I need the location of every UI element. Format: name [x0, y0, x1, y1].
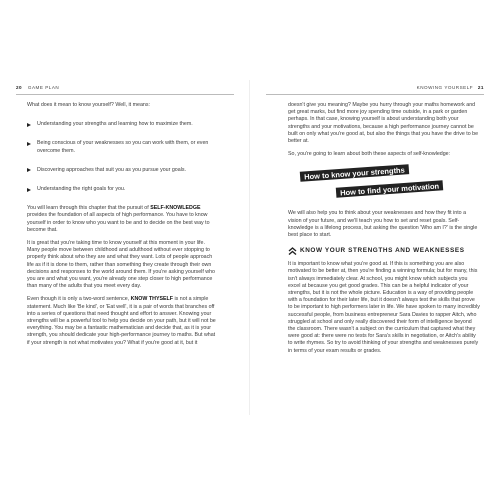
bullet-item: [27, 121, 219, 128]
bullet-text: Discovering approaches that suit you as you pursue your goals.: [37, 166, 186, 173]
paragraph: Even though it is only a two-word sentence, KNOW THYSELF is not a simple statement. Much like 'Be kind', or 'Eat well', it is a pair of words that branches off into a series of questions that need thought and effort to answer. Knowing your strengths will be a powerful tool to help you decide on your path, but it will not be everything. You may be a fantastic mathematician and decide that, as it is your strength, you should dedicate your high-performance journey to maths. But what if your strength is not what motivates you? What if you're good at it, but it: [27, 296, 216, 346]
triangle-bullet-icon: [27, 188, 31, 192]
right-running-head: KNOWING YOURSELF: [416, 85, 474, 90]
paragraph: You will learn through this chapter that the pursuit of SELF-KNOWLEDGE provides the foundation of all aspects of high performance. You have to know yourself in order to know who you want to be and to decide on the best way to become that.: [27, 205, 210, 233]
left-running-head: GAME PLAN: [27, 85, 60, 90]
paragraph: We will also help you to think about your weaknesses and how they fit into a vision of your future, and we'll teach you how to set and reset goals. Self-knowledge is a lifelong process, but asking the question 'Who am I?' is the single best place to start.: [288, 210, 478, 239]
bullet-item: [27, 186, 219, 193]
section-heading: [288, 247, 480, 255]
right-page: [250, 0, 500, 500]
banner-strengths: How to know your strengths: [300, 165, 409, 183]
left-column: [27, 102, 219, 353]
callout-banner: [288, 166, 480, 200]
right-column: [288, 102, 480, 361]
bullet-text: Being conscious of your weaknesses so you can work with them, or even overcome them.: [37, 140, 209, 154]
triangle-bullet-icon: [27, 123, 31, 127]
paragraph: It is great that you're taking time to know yourself at this moment in your life. Many people move between childhood and adulthood without ever stopping to properly think about who they are and what they want. Lots of people approach life as if it is done to them, rather than something they create through their own decisions and responses to the world around them. If you're asking yourself who you are and what you want, you're already one step closer to high performance than many of the adults that you meet every day.: [27, 240, 215, 290]
right-page-number: 21: [477, 85, 484, 90]
triangle-bullet-icon: [27, 142, 31, 146]
section-heading-text: KNOW YOUR STRENGTHS AND WEAKNESSES: [300, 247, 465, 255]
bold-term: SELF-KNOWLEDGE: [150, 205, 201, 212]
left-header-rule: [16, 94, 234, 95]
paragraph: doesn't give you meaning? Maybe you hurry through your maths homework and get great marks, but find more joy spending time outside, in a park or garden perhaps. In that case, knowing yourself is about understanding both your strengths and your motivations, because a high performance journey cannot be built on only what you're good at, but also the things that you have the drive to be better at.: [288, 102, 479, 145]
paragraph: It is important to know what you're good at. If this is something you are also motivated to be better at, then you're finding a winning formula; but for many, this isn't always immediately clear. At school, you might know which subjects you excel at because you get good grades. This can be a helpful indicator of your strengths, but it is not the whole picture. Education is a way of providing people with a foundation for their later life, but it doesn't always test the skills that prove to be important to high performers later in life. We have spoken to many incredibly successful people, from business entrepreneur Sara Davies to rapper Aitch, who struggled at school and only really discovered their form of intelligence beyond the classroom. There wasn't a subject on the curriculum that captured what they were good at: there were no tests for Sara's skills in negotiation, or Aitch's ability to write rhymes. So try to avoid thinking of your strengths and weaknesses purely in terms of your exam results or grades.: [288, 261, 480, 354]
bullet-text: Understanding the right goals for you.: [37, 186, 126, 193]
double-chevron-up-icon: [288, 247, 297, 255]
intro-text: What does it mean to know yourself? Well, it means:: [27, 102, 150, 108]
bullet-text: Understanding your strengths and learning how to maximize them.: [37, 121, 193, 128]
paragraph: So, you're going to learn about both these aspects of self-knowledge:: [288, 151, 451, 158]
banner-motivation: How to find your motivation: [336, 181, 444, 199]
bullet-item: [27, 167, 219, 174]
bullet-item: [27, 140, 219, 154]
left-page-number: 20: [16, 85, 23, 90]
bold-term: KNOW THYSELF: [130, 296, 174, 303]
triangle-bullet-icon: [27, 168, 31, 172]
right-header-rule: [266, 94, 484, 95]
